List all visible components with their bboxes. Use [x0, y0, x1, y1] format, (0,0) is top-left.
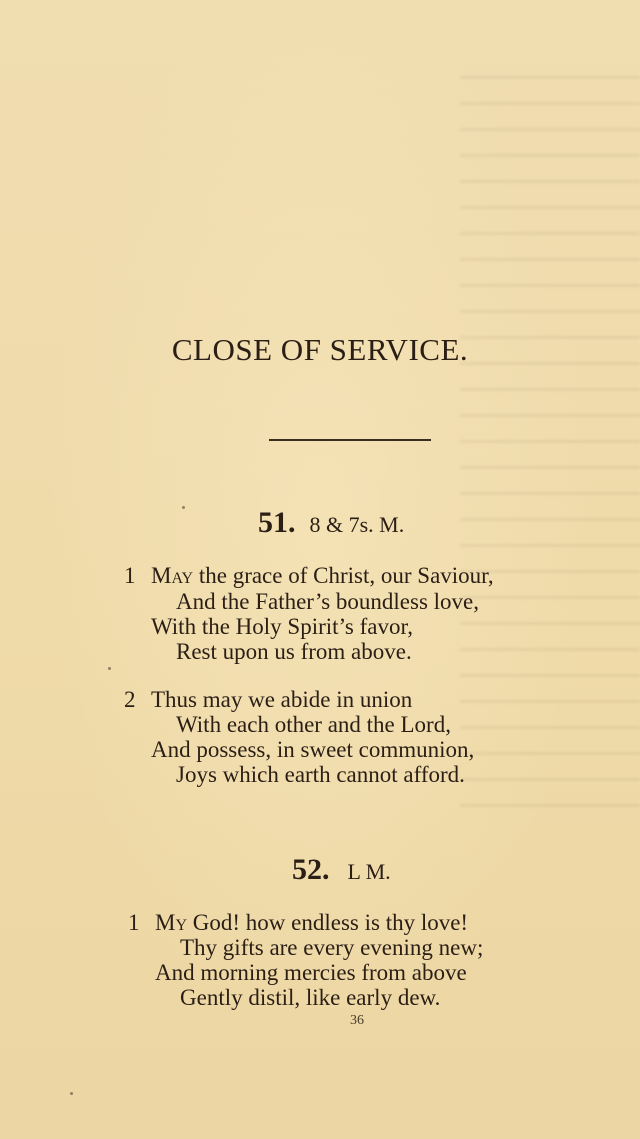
show-through-text — [460, 60, 640, 820]
line-text: the grace of Christ, our Saviour, — [193, 563, 494, 588]
line-text: God! how endless is thy love! — [187, 910, 469, 935]
paper-speck — [108, 667, 111, 670]
hymn-line: And morning mercies from above — [155, 960, 467, 985]
verse-number: 1 — [128, 910, 140, 935]
hymn-heading — [292, 853, 391, 887]
hymn-meter: 8 & 7s. M. — [309, 512, 405, 537]
hymn-number: 52. — [292, 853, 330, 886]
section-title: CLOSE OF SERVICE. — [171, 332, 469, 367]
hymn-line — [151, 563, 494, 589]
paper-speck — [182, 506, 185, 509]
hymn-meter: L M. — [347, 859, 391, 884]
paper-speck — [70, 1092, 73, 1095]
verse-number: 2 — [124, 687, 136, 712]
small-caps-word: May — [151, 563, 194, 588]
hymn-line: Thus may we abide in union — [151, 687, 413, 712]
small-caps-word: My — [155, 910, 188, 935]
hymn-line: And the Father’s boundless love, — [176, 589, 480, 614]
title-rule — [269, 439, 431, 441]
hymn-heading — [258, 506, 404, 540]
verse-number: 1 — [124, 563, 136, 588]
hymn-number: 51. — [258, 506, 296, 539]
page-number: 36 — [350, 1013, 364, 1028]
hymn-line: And possess, in sweet communion, — [151, 737, 475, 762]
hymn-line — [155, 910, 468, 936]
hymn-line: Gently distil, like early dew. — [180, 985, 441, 1010]
hymn-line: With the Holy Spirit’s favor, — [151, 614, 413, 639]
hymn-line: Rest upon us from above. — [176, 639, 412, 664]
hymn-line: Thy gifts are every evening new; — [180, 935, 484, 960]
hymn-line: Joys which earth cannot afford. — [176, 762, 465, 787]
hymn-line: With each other and the Lord, — [176, 712, 451, 737]
